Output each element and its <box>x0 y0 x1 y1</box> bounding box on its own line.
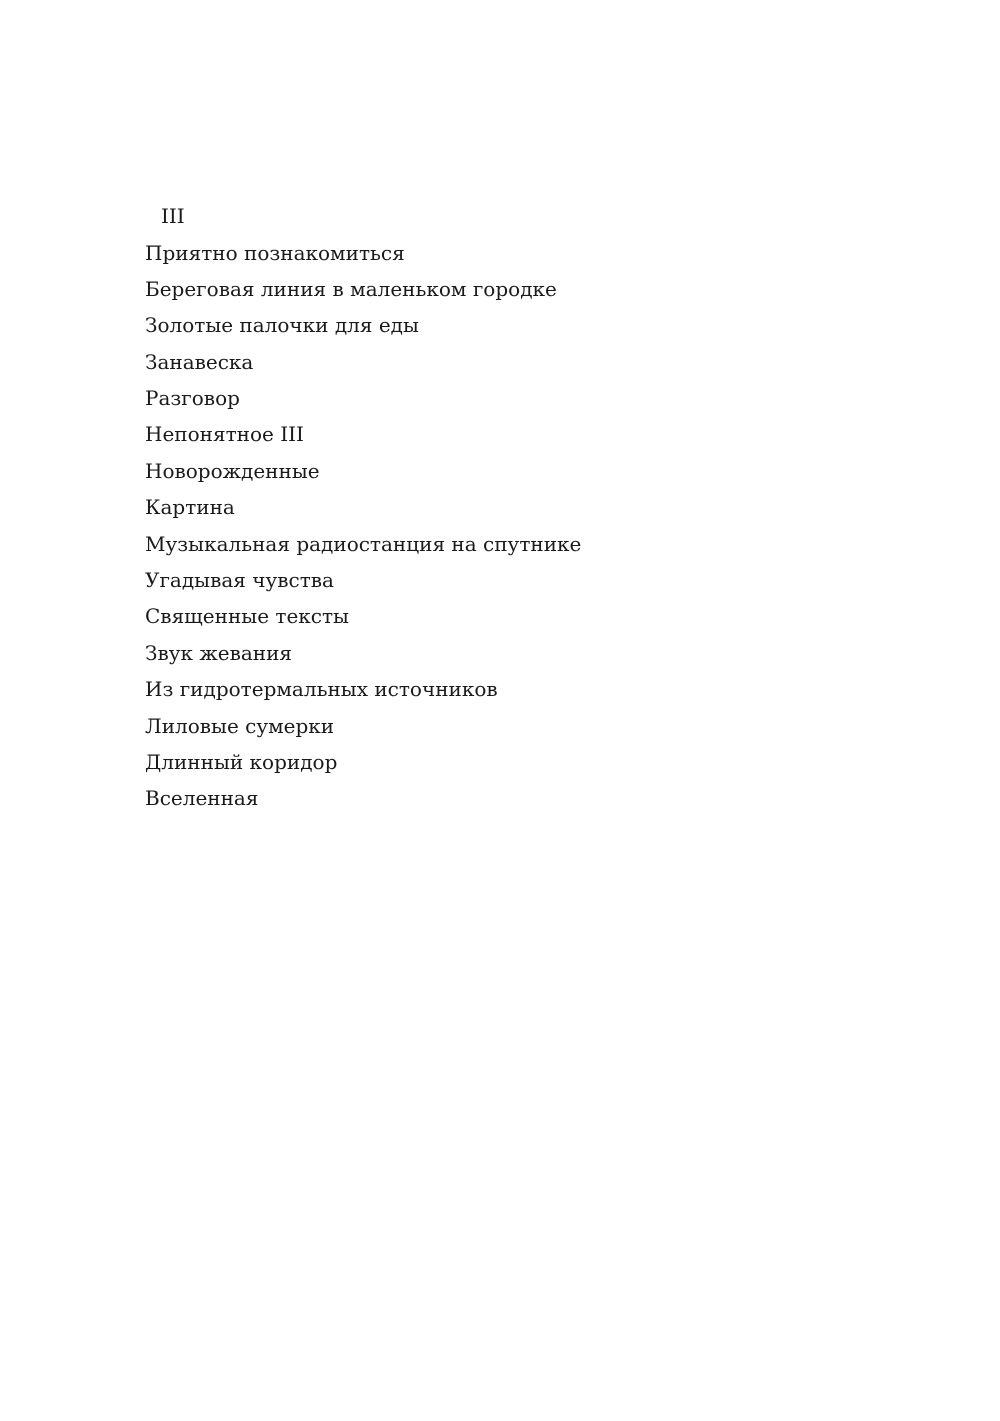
toc-item[interactable]: Картина <box>145 495 235 520</box>
toc-item[interactable]: Новорожденные <box>145 458 320 483</box>
table-of-contents <box>145 198 845 817</box>
toc-item[interactable]: Священные тексты <box>145 604 349 629</box>
toc-item[interactable]: Приятно познакомиться <box>145 240 405 265</box>
toc-list <box>145 235 845 817</box>
toc-item[interactable]: Береговая линия в маленьком городке <box>145 276 557 301</box>
toc-item[interactable]: Разговор <box>145 386 240 411</box>
toc-item[interactable]: Золотые палочки для еды <box>145 313 419 338</box>
part-heading: III <box>161 204 185 228</box>
toc-item[interactable]: Из гидротермальных источников <box>145 677 498 702</box>
toc-item[interactable]: Непонятное III <box>145 422 304 447</box>
toc-item[interactable]: Угадывая чувства <box>145 568 334 593</box>
toc-item[interactable]: Занавеска <box>145 349 254 374</box>
toc-item[interactable]: Вселенная <box>145 786 259 811</box>
toc-item[interactable]: Лиловые сумерки <box>145 713 335 738</box>
toc-item[interactable]: Длинный коридор <box>145 749 338 774</box>
toc-item[interactable]: Музыкальная радиостанция на спутнике <box>145 531 582 556</box>
toc-item[interactable]: Звук жевания <box>145 640 293 665</box>
